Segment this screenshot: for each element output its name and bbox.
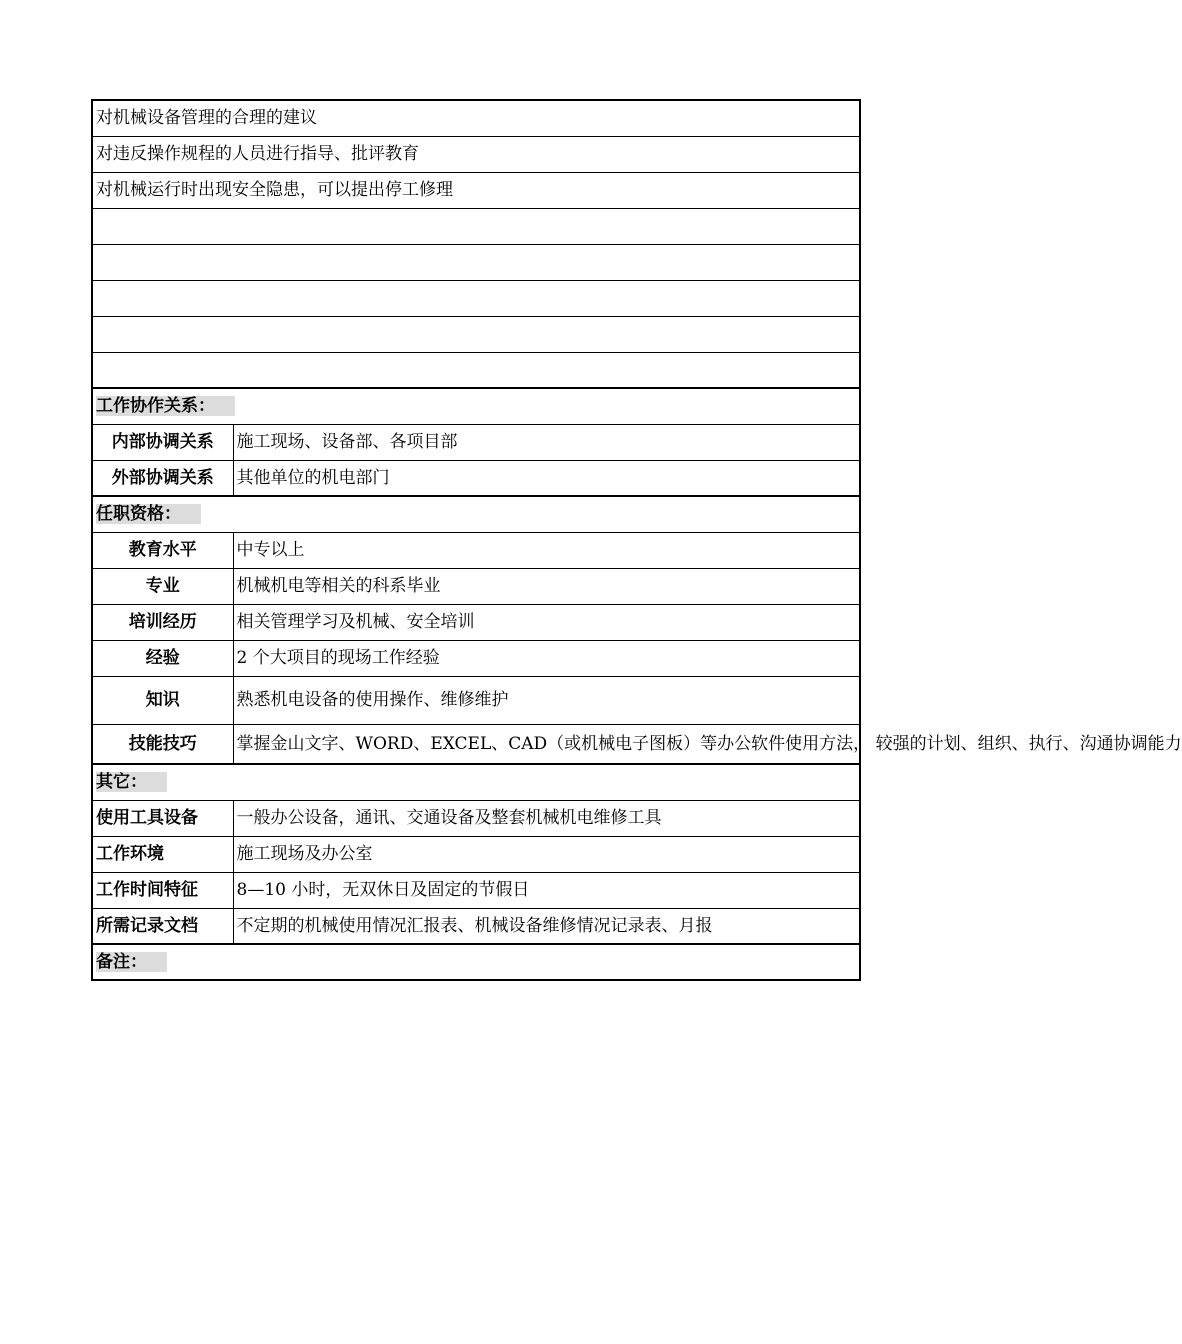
section-header-other — [92, 764, 860, 800]
field-label: 外部协调关系 — [92, 460, 233, 496]
field-value: 施工现场及办公室 — [233, 836, 860, 872]
authority-text — [92, 208, 860, 244]
qualification-row — [92, 568, 860, 604]
field-value: 8—10 小时，无双休日及固定的节假日 — [233, 872, 860, 908]
authority-text: 对机械设备管理的合理的建议 — [92, 100, 860, 136]
field-label: 培训经历 — [92, 604, 233, 640]
qualification-row — [92, 604, 860, 640]
field-label: 专业 — [92, 568, 233, 604]
field-label: 所需记录文档 — [92, 908, 233, 944]
authority-row — [92, 100, 860, 136]
authority-text — [92, 352, 860, 388]
qualification-row — [92, 532, 860, 568]
section-header-qualifications — [92, 496, 860, 532]
authority-text: 对违反操作规程的人员进行指导、批评教育 — [92, 136, 860, 172]
authority-text: 对机械运行时出现安全隐患，可以提出停工修理 — [92, 172, 860, 208]
qualification-row — [92, 640, 860, 676]
other-row — [92, 836, 860, 872]
field-value: 中专以上 — [233, 532, 860, 568]
authority-row-empty — [92, 316, 860, 352]
authority-text — [92, 316, 860, 352]
authority-row-empty — [92, 352, 860, 388]
field-label: 工作时间特征 — [92, 872, 233, 908]
section-title: 工作协作关系： — [96, 396, 235, 416]
field-value: 不定期的机械使用情况汇报表、机械设备维修情况记录表、月报 — [233, 908, 860, 944]
section-header-remarks — [92, 944, 860, 980]
other-row — [92, 908, 860, 944]
authority-row — [92, 136, 860, 172]
field-value: 熟悉机电设备的使用操作、维修维护 — [233, 676, 860, 724]
field-label: 使用工具设备 — [92, 800, 233, 836]
section-title: 任职资格： — [96, 504, 201, 524]
other-row — [92, 800, 860, 836]
field-value: 掌握金山文字、WORD、EXCEL、CAD（或机械电子图板）等办公软件使用方法， 较强的计划、组织、执行、沟通协调能力 — [233, 724, 860, 764]
other-row — [92, 872, 860, 908]
authority-row-empty — [92, 244, 860, 280]
qualification-row — [92, 724, 860, 764]
section-title: 其它： — [96, 772, 167, 792]
authority-text — [92, 244, 860, 280]
authority-row-empty — [92, 280, 860, 316]
field-label: 内部协调关系 — [92, 424, 233, 460]
field-label: 知识 — [92, 676, 233, 724]
section-header-cooperation — [92, 388, 860, 424]
field-value: 2 个大项目的现场工作经验 — [233, 640, 860, 676]
job-description-table — [91, 99, 1182, 981]
field-label: 教育水平 — [92, 532, 233, 568]
field-label: 工作环境 — [92, 836, 233, 872]
authority-row-empty — [92, 208, 860, 244]
field-value: 机械机电等相关的科系毕业 — [233, 568, 860, 604]
qualification-row — [92, 676, 860, 724]
authority-row — [92, 172, 860, 208]
field-value: 施工现场、设备部、各项目部 — [233, 424, 860, 460]
field-value: 其他单位的机电部门 — [233, 460, 860, 496]
field-value: 一般办公设备，通讯、交通设备及整套机械机电维修工具 — [233, 800, 860, 836]
authority-text — [92, 280, 860, 316]
cooperation-row-internal — [92, 424, 860, 460]
field-label: 技能技巧 — [92, 724, 233, 764]
section-title: 备注： — [96, 952, 167, 972]
field-value: 相关管理学习及机械、安全培训 — [233, 604, 860, 640]
cooperation-row-external — [92, 460, 860, 496]
field-label: 经验 — [92, 640, 233, 676]
